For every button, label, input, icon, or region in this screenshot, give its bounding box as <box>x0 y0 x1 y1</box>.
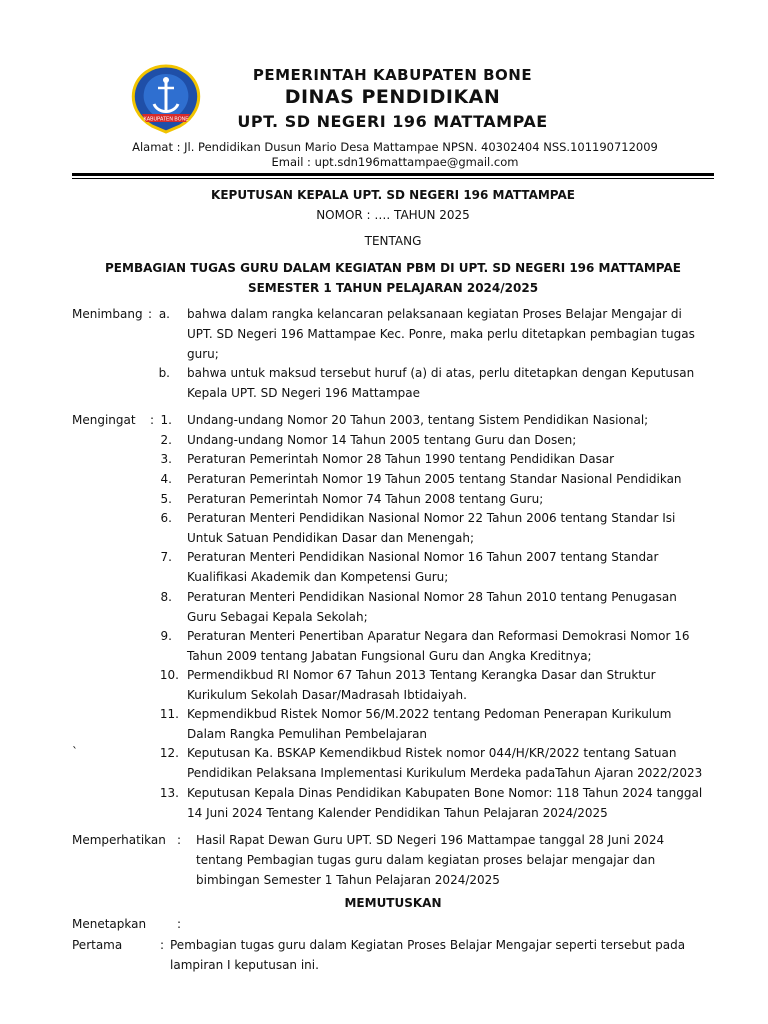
menimbang-item-a: bahwa dalam rangka kelancaran pelaksanaan kegiatan Proses Belajar Mengajar di UPT. SD Negeri 196 Mattampae Kec. Ponre, maka perlu ditetapkan pembagian tugas guru; <box>187 307 695 361</box>
mengingat-item-5: Peraturan Pemerintah Nomor 74 Tahun 2008 tentang Guru; <box>187 492 544 506</box>
mengingat-marker-8: 8. <box>160 590 172 604</box>
decree-title: KEPUTUSAN KEPALA UPT. SD NEGERI 196 MATTAMPAE <box>211 188 575 202</box>
government-name: PEMERINTAH KABUPATEN BONE <box>252 66 533 84</box>
mengingat-item-2: Undang-undang Nomor 14 Tahun 2005 tentang Guru dan Dosen; <box>187 433 577 447</box>
mengingat-item-13: Keputusan Kepala Dinas Pendidikan Kabupaten Bone Nomor: 118 Tahun 2024 tanggal 14 Juni 2024 Tentang Kalender Pendidikan Tahun Pelajaran 2024/2025 <box>187 786 703 820</box>
memperhatikan-colon: : <box>177 833 182 847</box>
memutuskan-heading: MEMUTUSKAN <box>344 896 442 910</box>
email-line: Email : upt.sdn196mattampae@gmail.com <box>271 155 519 169</box>
mengingat-marker-1: 1. <box>160 413 172 427</box>
memperhatikan-label: Memperhatikan <box>72 833 166 847</box>
pertama-colon: : <box>160 938 165 952</box>
mengingat-item-4: Peraturan Pemerintah Nomor 19 Tahun 2005 tentang Standar Nasional Pendidikan <box>187 472 682 486</box>
mengingat-marker-6: 6. <box>160 511 172 525</box>
department-name: DINAS PENDIDIKAN <box>284 86 501 108</box>
decree-number: NOMOR : …. TAHUN 2025 <box>316 208 470 222</box>
address-line: Alamat : Jl. Pendidikan Dusun Mario Desa Mattampae NPSN. 40302404 NSS.101190712009 <box>132 140 658 154</box>
mengingat-marker-9: 9. <box>160 629 172 643</box>
school-name: UPT. SD NEGERI 196 MATTAMPAE <box>237 112 548 131</box>
mengingat-item-10: Permendikbud RI Nomor 67 Tahun 2013 Tentang Kerangka Dasar dan Struktur Kurikulum Sekolah Dasar/Madrasah Ibtidaiyah. <box>187 668 656 702</box>
menetapkan-label: Menetapkan <box>72 917 147 931</box>
mengingat-marker-5: 5. <box>160 492 172 506</box>
menimbang-item-b: bahwa untuk maksud tersebut huruf (a) di atas, perlu ditetapkan dengan Keputusan Kepala UPT. SD Negeri 196 Mattampae <box>187 366 695 400</box>
about-label: TENTANG <box>364 234 422 248</box>
mengingat-marker-13: 13. <box>159 786 179 800</box>
address-block <box>70 140 720 170</box>
menimbang-marker-a: a. <box>158 307 170 321</box>
letterhead-rule-thin <box>72 178 714 179</box>
mengingat-marker-10: 10. <box>159 668 179 682</box>
pertama-text: Pembagian tugas guru dalam Kegiatan Proses Belajar Mengajar seperti tersebut pada lampiran I keputusan ini. <box>170 938 686 972</box>
mengingat-marker-11: 11. <box>159 707 179 721</box>
mengingat-item-3: Peraturan Pemerintah Nomor 28 Tahun 1990 tentang Pendidikan Dasar <box>187 452 615 466</box>
pertama-label: Pertama <box>72 938 123 952</box>
mengingat-item-6: Peraturan Menteri Pendidikan Nasional Nomor 22 Tahun 2006 tentang Standar Isi Untuk Satuan Pendidikan Dasar dan Menengah; <box>187 511 676 545</box>
stray-mark: ` <box>72 745 78 759</box>
mengingat-item-1: Undang-undang Nomor 20 Tahun 2003, tentang Sistem Pendidikan Nasional; <box>187 413 649 427</box>
menimbang-colon: : <box>148 307 153 321</box>
logo-text: KABUPATEN BONE <box>143 116 189 123</box>
menimbang-marker-b: b. <box>158 366 170 380</box>
letterhead-rule-thick <box>72 173 714 176</box>
mengingat-item-8: Peraturan Menteri Pendidikan Nasional Nomor 28 Tahun 2010 tentang Penugasan Guru Sebagai Kepala Sekolah; <box>187 590 677 624</box>
mengingat-label: Mengingat <box>72 413 136 427</box>
memperhatikan-text: Hasil Rapat Dewan Guru UPT. SD Negeri 196 Mattampae tanggal 28 Juni 2024 tentang Pembagian tugas guru dalam kegiatan proses belajar mengajar dan bimbingan Semester 1 Tahun Pelajaran 2024/2025 <box>196 833 665 887</box>
mengingat-marker-7: 7. <box>160 550 172 564</box>
subject-line-1: PEMBAGIAN TUGAS GURU DALAM KEGIATAN PBM DI UPT. SD NEGERI 196 MATTAMPAE <box>105 261 681 275</box>
kabupaten-bone-logo <box>128 64 204 134</box>
mengingat-marker-4: 4. <box>160 472 172 486</box>
menetapkan-colon: : <box>177 917 182 931</box>
mengingat-item-9: Peraturan Menteri Penertiban Aparatur Negara dan Reformasi Demokrasi Nomor 16 Tahun 2009 tentang Jabatan Fungsional Guru dan Angka Kreditnya; <box>187 629 690 663</box>
subject-line-2: SEMESTER 1 TAHUN PELAJARAN 2024/2025 <box>247 281 539 295</box>
menimbang-label: Menimbang <box>72 307 143 321</box>
mengingat-item-12: Keputusan Ka. BSKAP Kemendikbud Ristek nomor 044/H/KR/2022 tentang Satuan Pendidikan Pelaksana Implementasi Kurikulum Merdeka padaTahun Ajaran 2022/2023 <box>187 746 703 780</box>
mengingat-marker-12: 12. <box>159 746 179 760</box>
mengingat-colon: : <box>150 413 155 427</box>
mengingat-item-7: Peraturan Menteri Pendidikan Nasional Nomor 16 Tahun 2007 tentang Standar Kualifikasi Akademik dan Kompetensi Guru; <box>187 550 659 584</box>
mengingat-marker-3: 3. <box>160 452 172 466</box>
mengingat-marker-2: 2. <box>160 433 172 447</box>
mengingat-item-11: Kepmendikbud Ristek Nomor 56/M.2022 tentang Pedoman Penerapan Kurikulum Dalam Rangka Pemulihan Pembelajaran <box>187 707 672 741</box>
